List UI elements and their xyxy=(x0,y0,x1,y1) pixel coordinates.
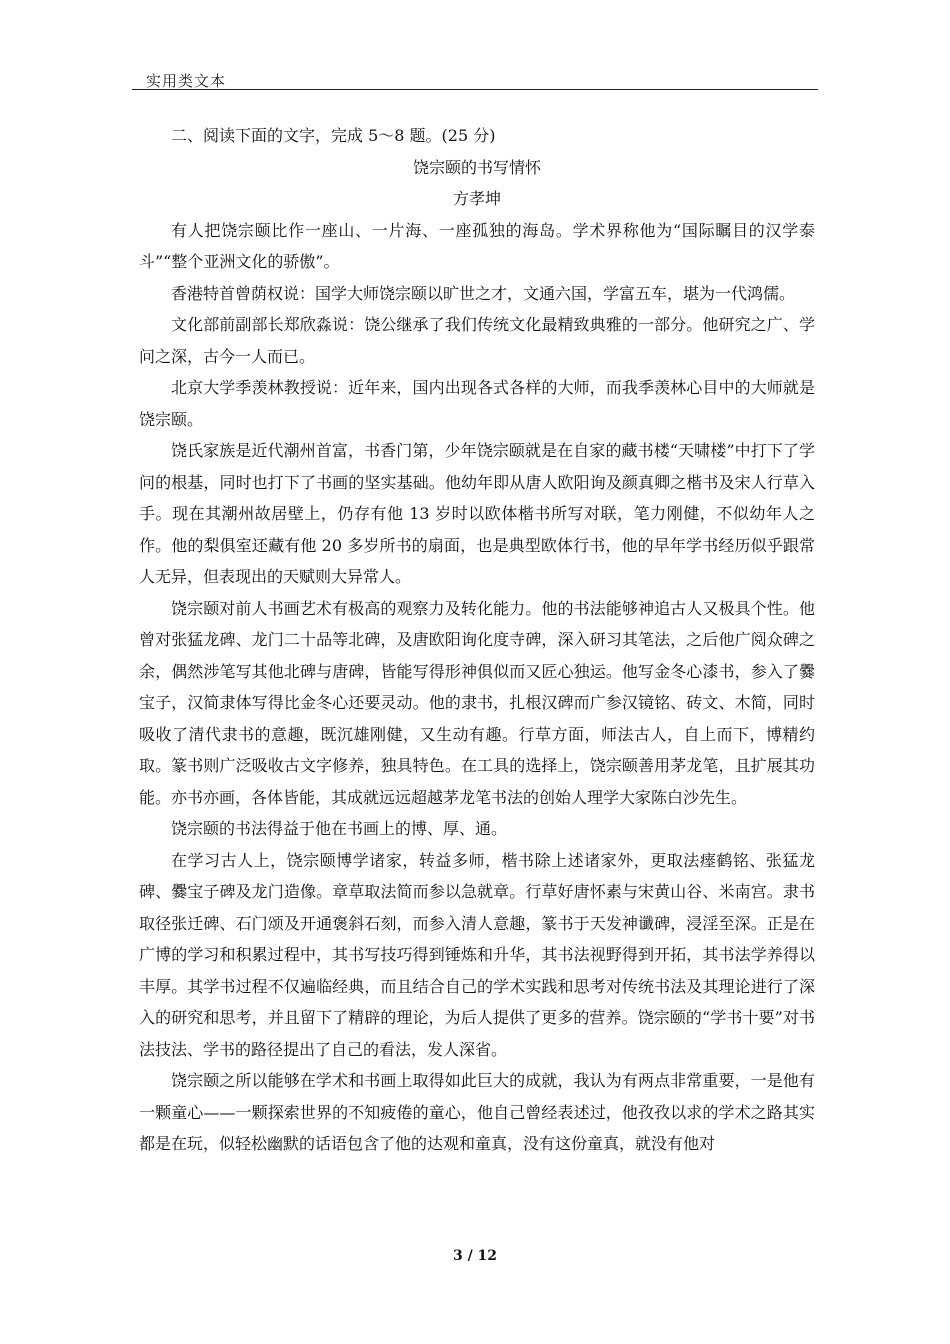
paragraph: 饶宗颐对前人书画艺术有极高的观察力及转化能力。他的书法能够神追古人又极具个性。他曾对张猛龙碑、龙门二十品等北碑，及唐欧阳询化度寺碑，深入研习其笔法，之后他广阅众碑之余，偶然涉笔写其他北碑与唐碑，皆能写得形神俱似而又匠心独运。他写金冬心漆书，参入了爨宝子，汉简隶体写得比金冬心还要灵动。他的隶书，扎根汉碑而广参汉镜铭、砖文、木简，同时吸收了清代隶书的意趣，既沉雄刚健，又生动有趣。行草方面，师法古人，自上而下，博精约取。篆书则广泛吸收古文字修养，独具特色。在工具的选择上，饶宗颐善用茅龙笔，且扩展其功能。亦书亦画，各体皆能，其成就远远超越茅龙笔书法的创始人理学大家陈白沙先生。 xyxy=(139,598,815,807)
page-number: 3 / 12 xyxy=(452,1248,498,1264)
header-label: 实用类文本 xyxy=(146,72,227,90)
paragraph: 文化部前副部长郑欣淼说：饶公继承了我们传统文化最精致典雅的一部分。他研究之广、学问之深，古今一人而已。 xyxy=(139,315,815,366)
paragraph: 有人把饶宗颐比作一座山、一片海、一座孤独的海岛。学术界称他为“国际瞩目的汉学泰斗”“整个亚洲文化的骄傲”。 xyxy=(139,220,815,271)
document-body xyxy=(139,120,815,1160)
paragraph: 香港特首曾荫权说：国学大师饶宗颐以旷世之才，文通六国，学富五车，堪为一代鸿儒。 xyxy=(171,283,796,303)
paragraph: 饶宗颐之所以能够在学术和书画上取得如此巨大的成就，我认为有两点非常重要，一是他有一颗童心——一颗探索世界的不知疲倦的童心，他自己曾经表述过，他孜孜以求的学术之路其实都是在玩，似轻松幽默的话语包含了他的达观和童真，没有这份童真，就没有他对 xyxy=(139,1071,815,1153)
article-author: 方孝坤 xyxy=(452,189,501,208)
paragraph: 北京大学季羡林教授说：近年来，国内出现各式各样的大师，而我季羡林心目中的大师就是饶宗颐。 xyxy=(139,378,815,429)
header-divider xyxy=(132,89,818,90)
paragraph: 在学习古人上，饶宗颐博学诸家，转益多师，楷书除上述诸家外，更取法瘗鹤铭、张猛龙碑、爨宝子碑及龙门造像。章草取法简而参以急就章。行草好唐怀素与宋黄山谷、米南宫。隶书取径张迁碑、石门颂及开通褒斜石刻，而参入清人意趣，篆书于天发神谶碑，浸淫至深。正是在广博的学习和积累过程中，其书写技巧得到锤炼和升华，其书法视野得到开拓，其书法学养得以丰厚。其学书过程不仅遍临经典，而且结合自己的学术实践和思考对传统书法及其理论进行了深入的研究和思考，并且留下了精辟的理论，为后人提供了更多的营养。饶宗颐的“学书十要”对书法技法、学书的路径提出了自己的看法，发人深省。 xyxy=(139,850,815,1059)
question-instruction: 二、阅读下面的文字，完成 5～8 题。(25 分) xyxy=(171,126,496,145)
paragraph: 饶氏家族是近代潮州首富，书香门第，少年饶宗颐就是在自家的藏书楼“天啸楼”中打下了学问的根基，同时也打下了书画的坚实基础。他幼年即从唐人欧阳询及颜真卿之楷书及宋人行草入手。现在其潮州故居壁上，仍存有他 13 岁时以欧体楷书所写对联，笔力刚健，不似幼年人之作。他的梨俱室还藏有他 20 多岁所书的扇面，也是典型欧体行书，他的早年学书经历似乎跟常人无异，但表现出的天赋则大异常人。 xyxy=(139,441,815,586)
article-title: 饶宗颐的书写情怀 xyxy=(412,157,541,177)
paragraph: 饶宗颐的书法得益于他在书画上的博、厚、通。 xyxy=(171,819,508,838)
